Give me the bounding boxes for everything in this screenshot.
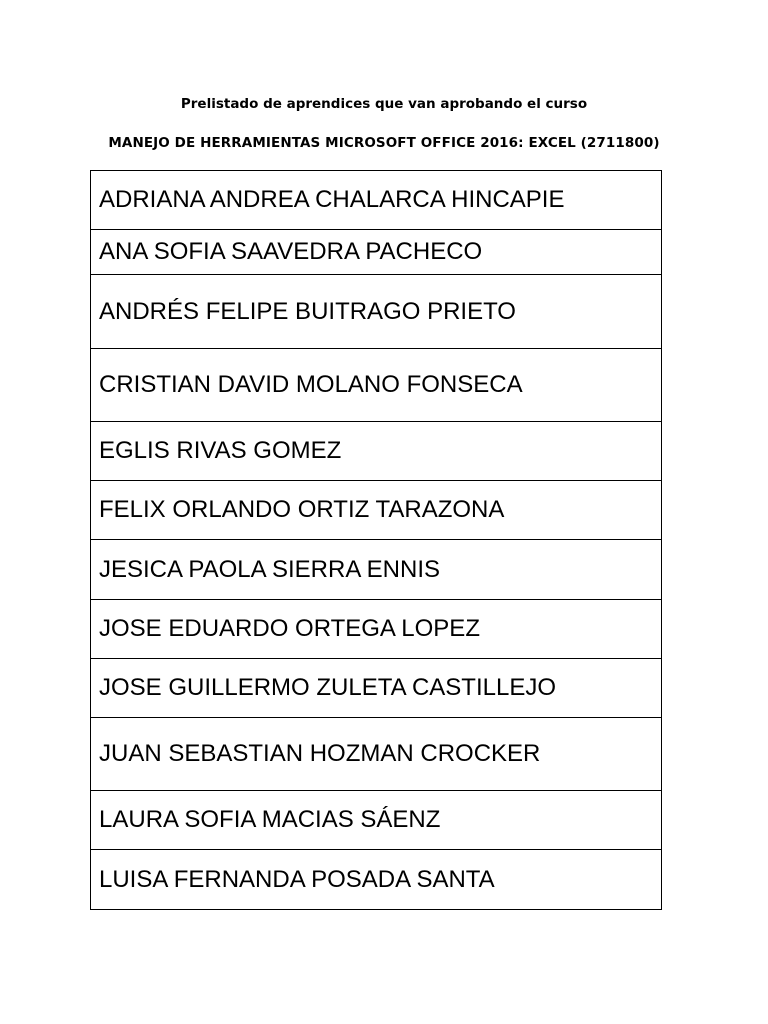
table-row bbox=[91, 600, 662, 659]
table-row bbox=[91, 718, 662, 791]
table-row bbox=[91, 659, 662, 718]
name-cell: ANDRÉS FELIPE BUITRAGO PRIETO bbox=[91, 275, 662, 349]
document-title: Prelistado de aprendices que van aprobando el curso bbox=[180, 96, 588, 112]
name-cell: JESICA PAOLA SIERRA ENNIS bbox=[91, 540, 662, 600]
course-title: MANEJO DE HERRAMIENTAS MICROSOFT OFFICE 2016: EXCEL (2711800) bbox=[108, 135, 660, 151]
name-cell: LUISA FERNANDA POSADA SANTA bbox=[91, 850, 662, 910]
name-cell: EGLIS RIVAS GOMEZ bbox=[91, 422, 662, 481]
name-cell: ADRIANA ANDREA CHALARCA HINCAPIE bbox=[91, 171, 662, 230]
table-row bbox=[91, 275, 662, 349]
name-cell: JUAN SEBASTIAN HOZMAN CROCKER bbox=[91, 718, 662, 791]
table-row bbox=[91, 850, 662, 910]
table-row bbox=[91, 349, 662, 422]
name-cell: FELIX ORLANDO ORTIZ TARAZONA bbox=[91, 481, 662, 540]
table-row bbox=[91, 791, 662, 850]
name-cell: LAURA SOFIA MACIAS SÁENZ bbox=[91, 791, 662, 850]
name-cell: CRISTIAN DAVID MOLANO FONSECA bbox=[91, 349, 662, 422]
table-row bbox=[91, 171, 662, 230]
table-row bbox=[91, 422, 662, 481]
name-cell: ANA SOFIA SAAVEDRA PACHECO bbox=[91, 230, 662, 275]
apprentice-name-table bbox=[90, 170, 662, 910]
table-row bbox=[91, 540, 662, 600]
name-cell: JOSE EDUARDO ORTEGA LOPEZ bbox=[91, 600, 662, 659]
table-row bbox=[91, 230, 662, 275]
name-cell: JOSE GUILLERMO ZULETA CASTILLEJO bbox=[91, 659, 662, 718]
table-row bbox=[91, 481, 662, 540]
